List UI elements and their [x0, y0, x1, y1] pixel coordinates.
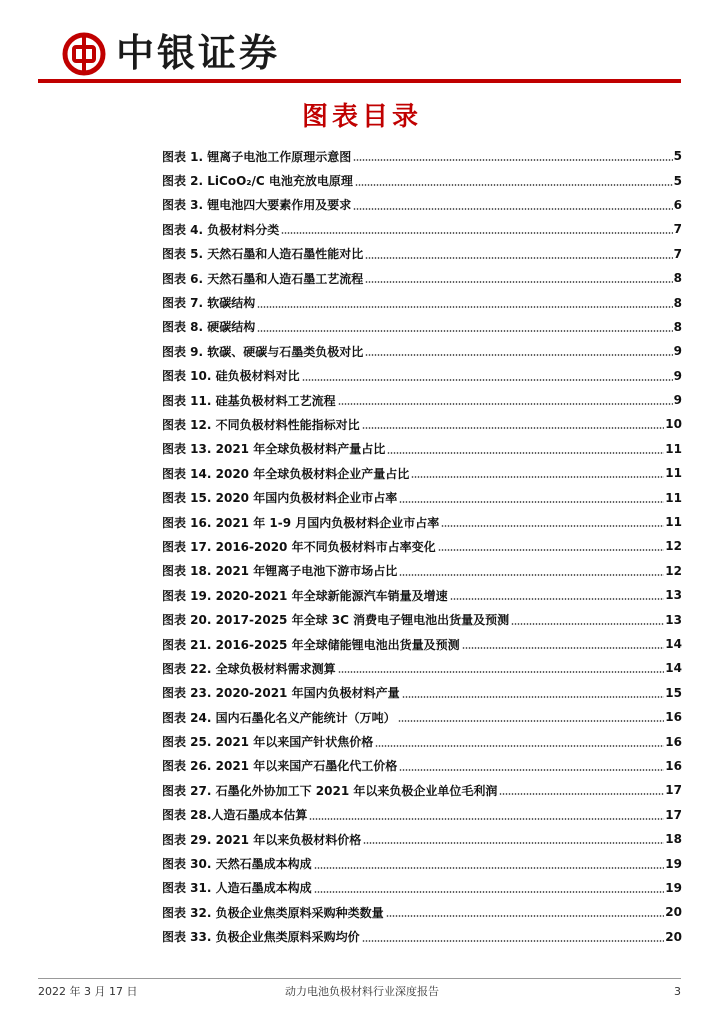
- toc-entry-label: 图表 4. 负极材料分类: [162, 222, 280, 237]
- toc-entry[interactable]: [162, 315, 682, 339]
- toc-entry-label: 图表 6. 天然石墨和人造石墨工艺流程: [162, 271, 364, 286]
- toc-entry-label: 图表 12. 不同负极材料性能指标对比: [162, 417, 360, 432]
- toc-entry[interactable]: [162, 290, 682, 314]
- toc-leader-dots: [353, 159, 672, 161]
- toc-leader-dots: [399, 501, 664, 503]
- toc-leader-dots: [314, 891, 665, 893]
- toc-leader-dots: [399, 574, 664, 576]
- toc-entry-label: 图表 27. 石墨化外协加工下 2021 年以来负极企业单位毛利润: [162, 783, 498, 798]
- toc-entry-label: 图表 7. 软碳结构: [162, 296, 256, 311]
- toc-entry-page: 17: [665, 807, 682, 822]
- toc-entry[interactable]: [162, 925, 682, 949]
- toc-entry-page: 14: [665, 661, 682, 676]
- toc-entry-label: 图表 18. 2021 年锂离子电池下游市场占比: [162, 564, 398, 579]
- toc-entry[interactable]: [162, 168, 682, 192]
- toc-leader-dots: [499, 793, 664, 795]
- toc-entry-label: 图表 17. 2016-2020 年不同负极材料市占率变化: [162, 539, 436, 554]
- toc-entry-page: 11: [665, 441, 682, 456]
- toc-entry-label: 图表 23. 2020-2021 年国内负极材料产量: [162, 686, 400, 701]
- toc-entry-label: 图表 28.人造石墨成本估算: [162, 808, 308, 823]
- toc-entry-label: 图表 21. 2016-2025 年全球储能锂电池出货量及预测: [162, 637, 460, 652]
- toc-leader-dots: [257, 330, 672, 332]
- brand-name: 中银证券: [116, 30, 281, 75]
- toc-entry-page: 9: [673, 393, 682, 408]
- toc-leader-dots: [375, 745, 664, 747]
- toc-leader-dots: [365, 257, 672, 259]
- toc-entry-page: 8: [673, 295, 682, 310]
- toc-entry-page: 12: [665, 563, 682, 578]
- toc-entry-page: 13: [665, 588, 682, 603]
- toc-entry[interactable]: [162, 437, 682, 461]
- toc-entry-label: 图表 26. 2021 年以来国产石墨化代工价格: [162, 759, 398, 774]
- toc-leader-dots: [386, 915, 665, 917]
- toc-entry-page: 19: [665, 880, 682, 895]
- toc-entry-label: 图表 24. 国内石墨化名义产能统计（万吨）: [162, 710, 396, 725]
- toc-entry-label: 图表 10. 硅负极材料对比: [162, 369, 300, 384]
- toc-entry[interactable]: [162, 632, 682, 656]
- toc-entry-page: 10: [665, 417, 682, 432]
- toc-entry-page: 17: [665, 783, 682, 798]
- toc-entry-page: 7: [673, 246, 682, 261]
- toc-entry[interactable]: [162, 412, 682, 436]
- toc-entry-label: 图表 14. 2020 年全球负极材料企业产量占比: [162, 466, 410, 481]
- toc-entry[interactable]: [162, 729, 682, 753]
- toc-entry-page: 5: [673, 149, 682, 164]
- page-title: 图表目录: [301, 102, 422, 132]
- toc-leader-dots: [387, 452, 664, 454]
- toc-entry-label: 图表 11. 硅基负极材料工艺流程: [162, 393, 336, 408]
- bank-of-china-logo-icon: [62, 32, 106, 76]
- toc-leader-dots: [462, 647, 665, 649]
- toc-entry[interactable]: [162, 339, 682, 363]
- toc-entry-label: 图表 25. 2021 年以来国产针状焦价格: [162, 735, 374, 750]
- toc-entry[interactable]: [162, 827, 682, 851]
- toc-entry-page: 20: [665, 929, 682, 944]
- toc-leader-dots: [399, 769, 664, 771]
- toc-entry-page: 6: [673, 197, 682, 212]
- toc-entry-label: 图表 2. LiCoO₂/C 电池充放电原理: [162, 174, 353, 189]
- toc-entry-page: 12: [665, 539, 682, 554]
- toc-entry[interactable]: [162, 656, 682, 680]
- toc-entry-label: 图表 22. 全球负极材料需求测算: [162, 661, 336, 676]
- toc-entry-label: 图表 15. 2020 年国内负极材料企业市占率: [162, 491, 398, 506]
- toc-entry[interactable]: [162, 485, 682, 509]
- toc-leader-dots: [353, 208, 672, 210]
- toc-entry-page: 11: [665, 490, 682, 505]
- toc-entry-label: 图表 30. 天然石墨成本构成: [162, 857, 312, 872]
- toc-entry[interactable]: [162, 217, 682, 241]
- toc-leader-dots: [355, 184, 673, 186]
- toc-leader-dots: [365, 281, 672, 283]
- toc-leader-dots: [309, 818, 664, 820]
- toc-entry-label: 图表 19. 2020-2021 年全球新能源汽车销量及增速: [162, 588, 448, 603]
- toc-entry-label: 图表 16. 2021 年 1-9 月国内负极材料企业市占率: [162, 515, 440, 530]
- toc-entry-page: 20: [665, 905, 682, 920]
- toc-entry[interactable]: [162, 851, 682, 875]
- header-divider: [38, 79, 681, 83]
- toc-entry[interactable]: [162, 803, 682, 827]
- toc-entry-label: 图表 33. 负极企业焦类原料采购均价: [162, 930, 360, 945]
- toc-entry-label: 图表 3. 锂电池四大要素作用及要求: [162, 198, 352, 213]
- footer-date: 2022 年 3 月 17 日: [38, 985, 138, 998]
- toc-entry-label: 图表 13. 2021 年全球负极材料产量占比: [162, 442, 386, 457]
- toc-entry[interactable]: [162, 583, 682, 607]
- toc-entry[interactable]: [162, 388, 682, 412]
- footer-page-number: 3: [674, 985, 681, 998]
- toc-leader-dots: [314, 867, 665, 869]
- toc-entry-label: 图表 20. 2017-2025 年全球 3C 消费电子锂电池出货量及预测: [162, 613, 510, 628]
- toc-entry-label: 图表 9. 软碳、硬碳与石墨类负极对比: [162, 344, 364, 359]
- toc-entry[interactable]: [162, 193, 682, 217]
- toc-entry-label: 图表 29. 2021 年以来负极材料价格: [162, 832, 362, 847]
- toc-entry-page: 11: [665, 515, 682, 530]
- toc-entry-page: 18: [665, 832, 682, 847]
- toc-leader-dots: [438, 549, 665, 551]
- footer-report-title: 动力电池负极材料行业深度报告: [285, 985, 439, 998]
- toc-list: [162, 144, 682, 949]
- toc-entry-page: 5: [673, 173, 682, 188]
- toc-leader-dots: [441, 525, 664, 527]
- toc-leader-dots: [338, 671, 665, 673]
- toc-entry-page: 19: [665, 856, 682, 871]
- toc-leader-dots: [365, 354, 672, 356]
- toc-leader-dots: [402, 696, 665, 698]
- toc-entry[interactable]: [162, 876, 682, 900]
- toc-entry-page: 14: [665, 637, 682, 651]
- toc-leader-dots: [281, 232, 672, 234]
- toc-entry-page: 15: [665, 685, 682, 700]
- toc-leader-dots: [411, 476, 664, 478]
- toc-entry-page: 11: [665, 466, 682, 481]
- toc-leader-dots: [362, 427, 665, 429]
- toc-entry[interactable]: [162, 778, 682, 802]
- toc-entry[interactable]: [162, 559, 682, 583]
- toc-leader-dots: [362, 940, 665, 942]
- toc-entry-page: 9: [673, 344, 682, 359]
- toc-entry-label: 图表 5. 天然石墨和人造石墨性能对比: [162, 247, 364, 262]
- toc-entry-label: 图表 8. 硬碳结构: [162, 320, 256, 335]
- toc-entry[interactable]: [162, 144, 682, 168]
- toc-leader-dots: [257, 306, 672, 308]
- toc-entry-label: 图表 31. 人造石墨成本构成: [162, 881, 312, 896]
- toc-entry-page: 8: [673, 319, 682, 334]
- toc-leader-dots: [338, 403, 673, 405]
- toc-leader-dots: [302, 379, 673, 381]
- toc-entry-page: 7: [673, 222, 682, 237]
- toc-entry[interactable]: [162, 705, 682, 729]
- toc-entry-page: 16: [665, 734, 682, 749]
- toc-entry[interactable]: [162, 681, 682, 705]
- toc-entry[interactable]: [162, 534, 682, 558]
- toc-entry[interactable]: [162, 364, 682, 388]
- toc-entry[interactable]: [162, 900, 682, 924]
- toc-entry[interactable]: [162, 607, 682, 631]
- toc-entry-label: 图表 32. 负极企业焦类原料采购种类数量: [162, 905, 384, 920]
- toc-entry-page: 8: [673, 271, 682, 286]
- toc-leader-dots: [398, 720, 665, 722]
- toc-entry[interactable]: [162, 754, 682, 778]
- toc-entry-page: 16: [665, 758, 682, 773]
- toc-entry[interactable]: [162, 266, 682, 290]
- toc-entry-page: 9: [673, 368, 682, 383]
- toc-entry[interactable]: [162, 461, 682, 485]
- footer-divider: [38, 978, 681, 979]
- toc-leader-dots: [363, 842, 664, 844]
- toc-entry[interactable]: [162, 510, 682, 534]
- toc-entry-page: 16: [665, 710, 682, 725]
- toc-leader-dots: [450, 598, 665, 600]
- toc-entry-label: 图表 1. 锂离子电池工作原理示意图: [162, 149, 352, 164]
- toc-leader-dots: [511, 623, 664, 625]
- toc-entry-page: 13: [665, 612, 682, 627]
- toc-entry[interactable]: [162, 242, 682, 266]
